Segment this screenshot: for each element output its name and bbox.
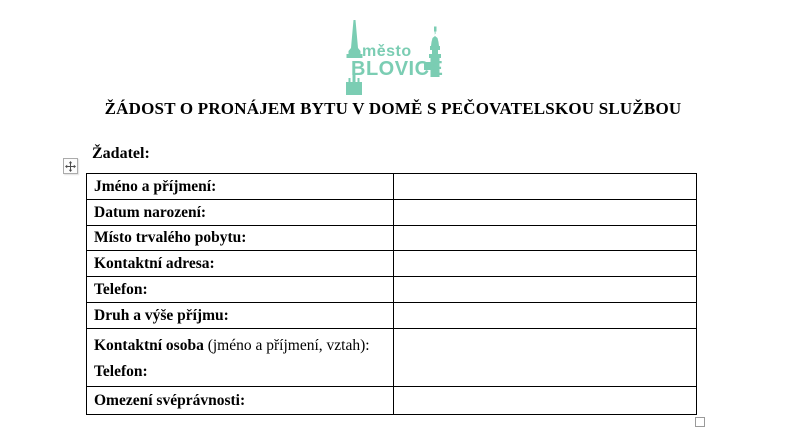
field-value-cell[interactable] bbox=[394, 251, 697, 277]
field-label-cell: Druh a výše příjmu: bbox=[87, 303, 394, 329]
table-resize-handle[interactable] bbox=[695, 417, 705, 427]
move-icon bbox=[65, 161, 76, 172]
field-value-cell[interactable] bbox=[394, 303, 697, 329]
applicant-form-table bbox=[86, 173, 697, 415]
table-row bbox=[87, 200, 697, 226]
table-move-handle[interactable] bbox=[63, 158, 78, 174]
city-logo bbox=[335, 12, 465, 100]
field-label-cell: Telefon: bbox=[87, 277, 394, 303]
page-title: ŽÁDOST O PRONÁJEM BYTU V DOMĚ S PEČOVATELSKOU SLUŽBOU bbox=[104, 99, 682, 118]
logo-word: město bbox=[362, 43, 412, 60]
field-label-cell: Kontaktní adresa: bbox=[87, 251, 394, 277]
table-row bbox=[87, 329, 697, 387]
applicant-section-label: Žadatel: bbox=[92, 145, 150, 162]
table-row bbox=[87, 387, 697, 415]
field-value-cell[interactable] bbox=[394, 174, 697, 200]
field-label-cell: Místo trvalého pobytu: bbox=[87, 226, 394, 251]
table-row bbox=[87, 251, 697, 277]
contact-person-label: Kontaktní osoba (jméno a příjmení, vztah): bbox=[94, 337, 370, 354]
table-row bbox=[87, 277, 697, 303]
field-label-cell: Datum narození: bbox=[87, 200, 394, 226]
field-value-cell[interactable] bbox=[394, 226, 697, 251]
field-value-cell[interactable] bbox=[394, 387, 697, 415]
field-label-cell bbox=[87, 329, 394, 387]
field-label-cell: Omezení svéprávnosti: bbox=[87, 387, 394, 415]
table-row bbox=[87, 303, 697, 329]
table-row bbox=[87, 174, 697, 200]
field-label-cell: Jméno a příjmení: bbox=[87, 174, 394, 200]
field-value-cell[interactable] bbox=[394, 277, 697, 303]
logo-city-name: BLOVICE bbox=[351, 58, 444, 80]
field-value-cell[interactable] bbox=[394, 200, 697, 226]
field-value-cell[interactable] bbox=[394, 329, 697, 387]
table-row bbox=[87, 226, 697, 251]
contact-person-phone-label: Telefon: bbox=[94, 363, 148, 380]
